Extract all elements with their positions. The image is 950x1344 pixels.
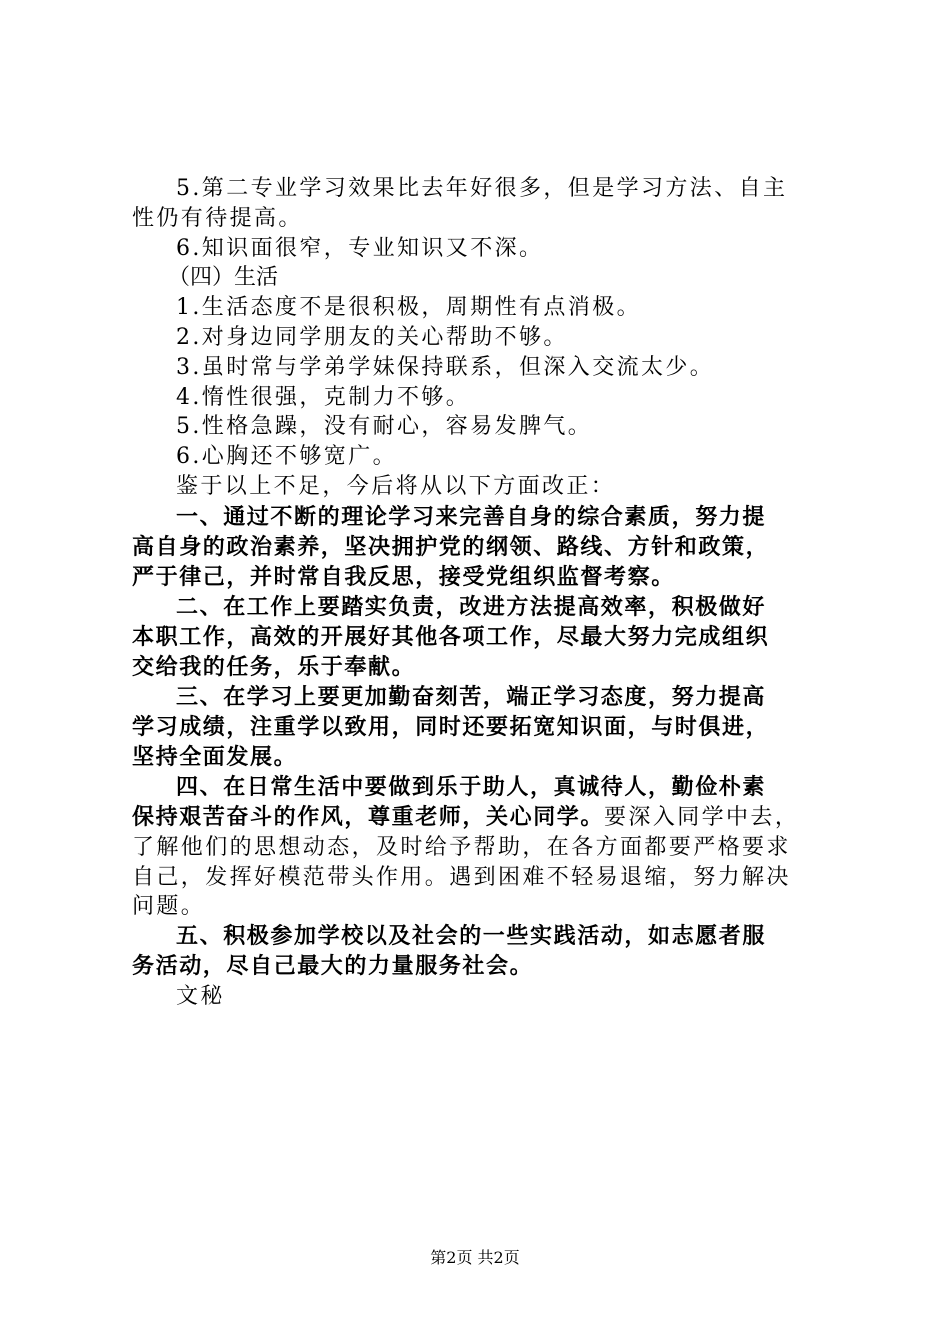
list-item: 2.对身边同学朋友的关心帮助不够。 bbox=[176, 324, 568, 350]
paragraph-line: 严于律己，并时常自我反思，接受党组织监督考察。 bbox=[132, 564, 675, 590]
paragraph-light-segment: 要深入同学中去， bbox=[604, 804, 800, 830]
paragraph-line: 坚持全面发展。 bbox=[132, 744, 298, 770]
list-item: 6.心胸还不够宽广。 bbox=[176, 444, 397, 470]
paragraph-line: 6.知识面很窄，专业知识又不深。 bbox=[176, 235, 544, 261]
paragraph-line: 鉴于以上不足，今后将从以下方面改正： bbox=[176, 473, 616, 499]
paragraph-line: 一、通过不断的理论学习来完善自身的综合素质，努力提 bbox=[176, 504, 767, 530]
paragraph-line: 四、在日常生活中要做到乐于助人，真诚待人，勤俭朴素 bbox=[176, 774, 767, 800]
paragraph-line: 问题。 bbox=[132, 894, 206, 920]
paragraph-line: 二、在工作上要踏实负责，改进方法提高效率，积极做好 bbox=[176, 594, 767, 620]
paragraph-line bbox=[132, 803, 832, 833]
paragraph-line: 自己，发挥好模范带头作用。遇到困难不轻易退缩，努力解决 bbox=[132, 864, 791, 890]
list-item: 3.虽时常与学弟学妹保持联系，但深入交流太少。 bbox=[176, 354, 715, 380]
list-item: 4.惰性很强，克制力不够。 bbox=[176, 384, 471, 410]
section-heading: （四）生活 bbox=[168, 265, 279, 291]
closing-text: 文秘 bbox=[176, 984, 225, 1010]
paragraph-line: 5.第二专业学习效果比去年好很多，但是学习方法、自主 bbox=[176, 176, 788, 201]
paragraph-line: 五、积极参加学校以及社会的一些实践活动，如志愿者服 bbox=[176, 924, 767, 950]
paragraph-line: 性仍有待提高。 bbox=[132, 205, 303, 231]
paragraph-line: 高自身的政治素养，坚决拥护党的纲领、路线、方针和政策， bbox=[132, 534, 770, 560]
page-indicator: 第2页 共2页 bbox=[430, 1248, 520, 1267]
paragraph-line: 本职工作，高效的开展好其他各项工作，尽最大努力完成组织 bbox=[132, 624, 770, 650]
document-body bbox=[132, 174, 832, 1012]
list-item: 5.性格急躁，没有耐心，容易发脾气。 bbox=[176, 414, 593, 440]
paragraph-line: 交给我的任务，乐于奉献。 bbox=[132, 654, 416, 680]
paragraph-bold-segment: 保持艰苦奋斗的作风，尊重老师，关心同学。 bbox=[132, 804, 605, 830]
paragraph-line: 学习成绩，注重学以致用，同时还要拓宽知识面，与时俱进， bbox=[132, 714, 770, 740]
paragraph-line: 了解他们的思想动态，及时给予帮助，在各方面都要严格要求 bbox=[132, 834, 791, 860]
paragraph-line: 三、在学习上要更加勤奋刻苦，端正学习态度，努力提高 bbox=[176, 684, 767, 710]
list-item: 1.生活态度不是很积极，周期性有点消极。 bbox=[176, 295, 641, 321]
page-footer bbox=[0, 1245, 950, 1268]
paragraph-line: 务活动，尽自己最大的力量服务社会。 bbox=[132, 954, 534, 980]
